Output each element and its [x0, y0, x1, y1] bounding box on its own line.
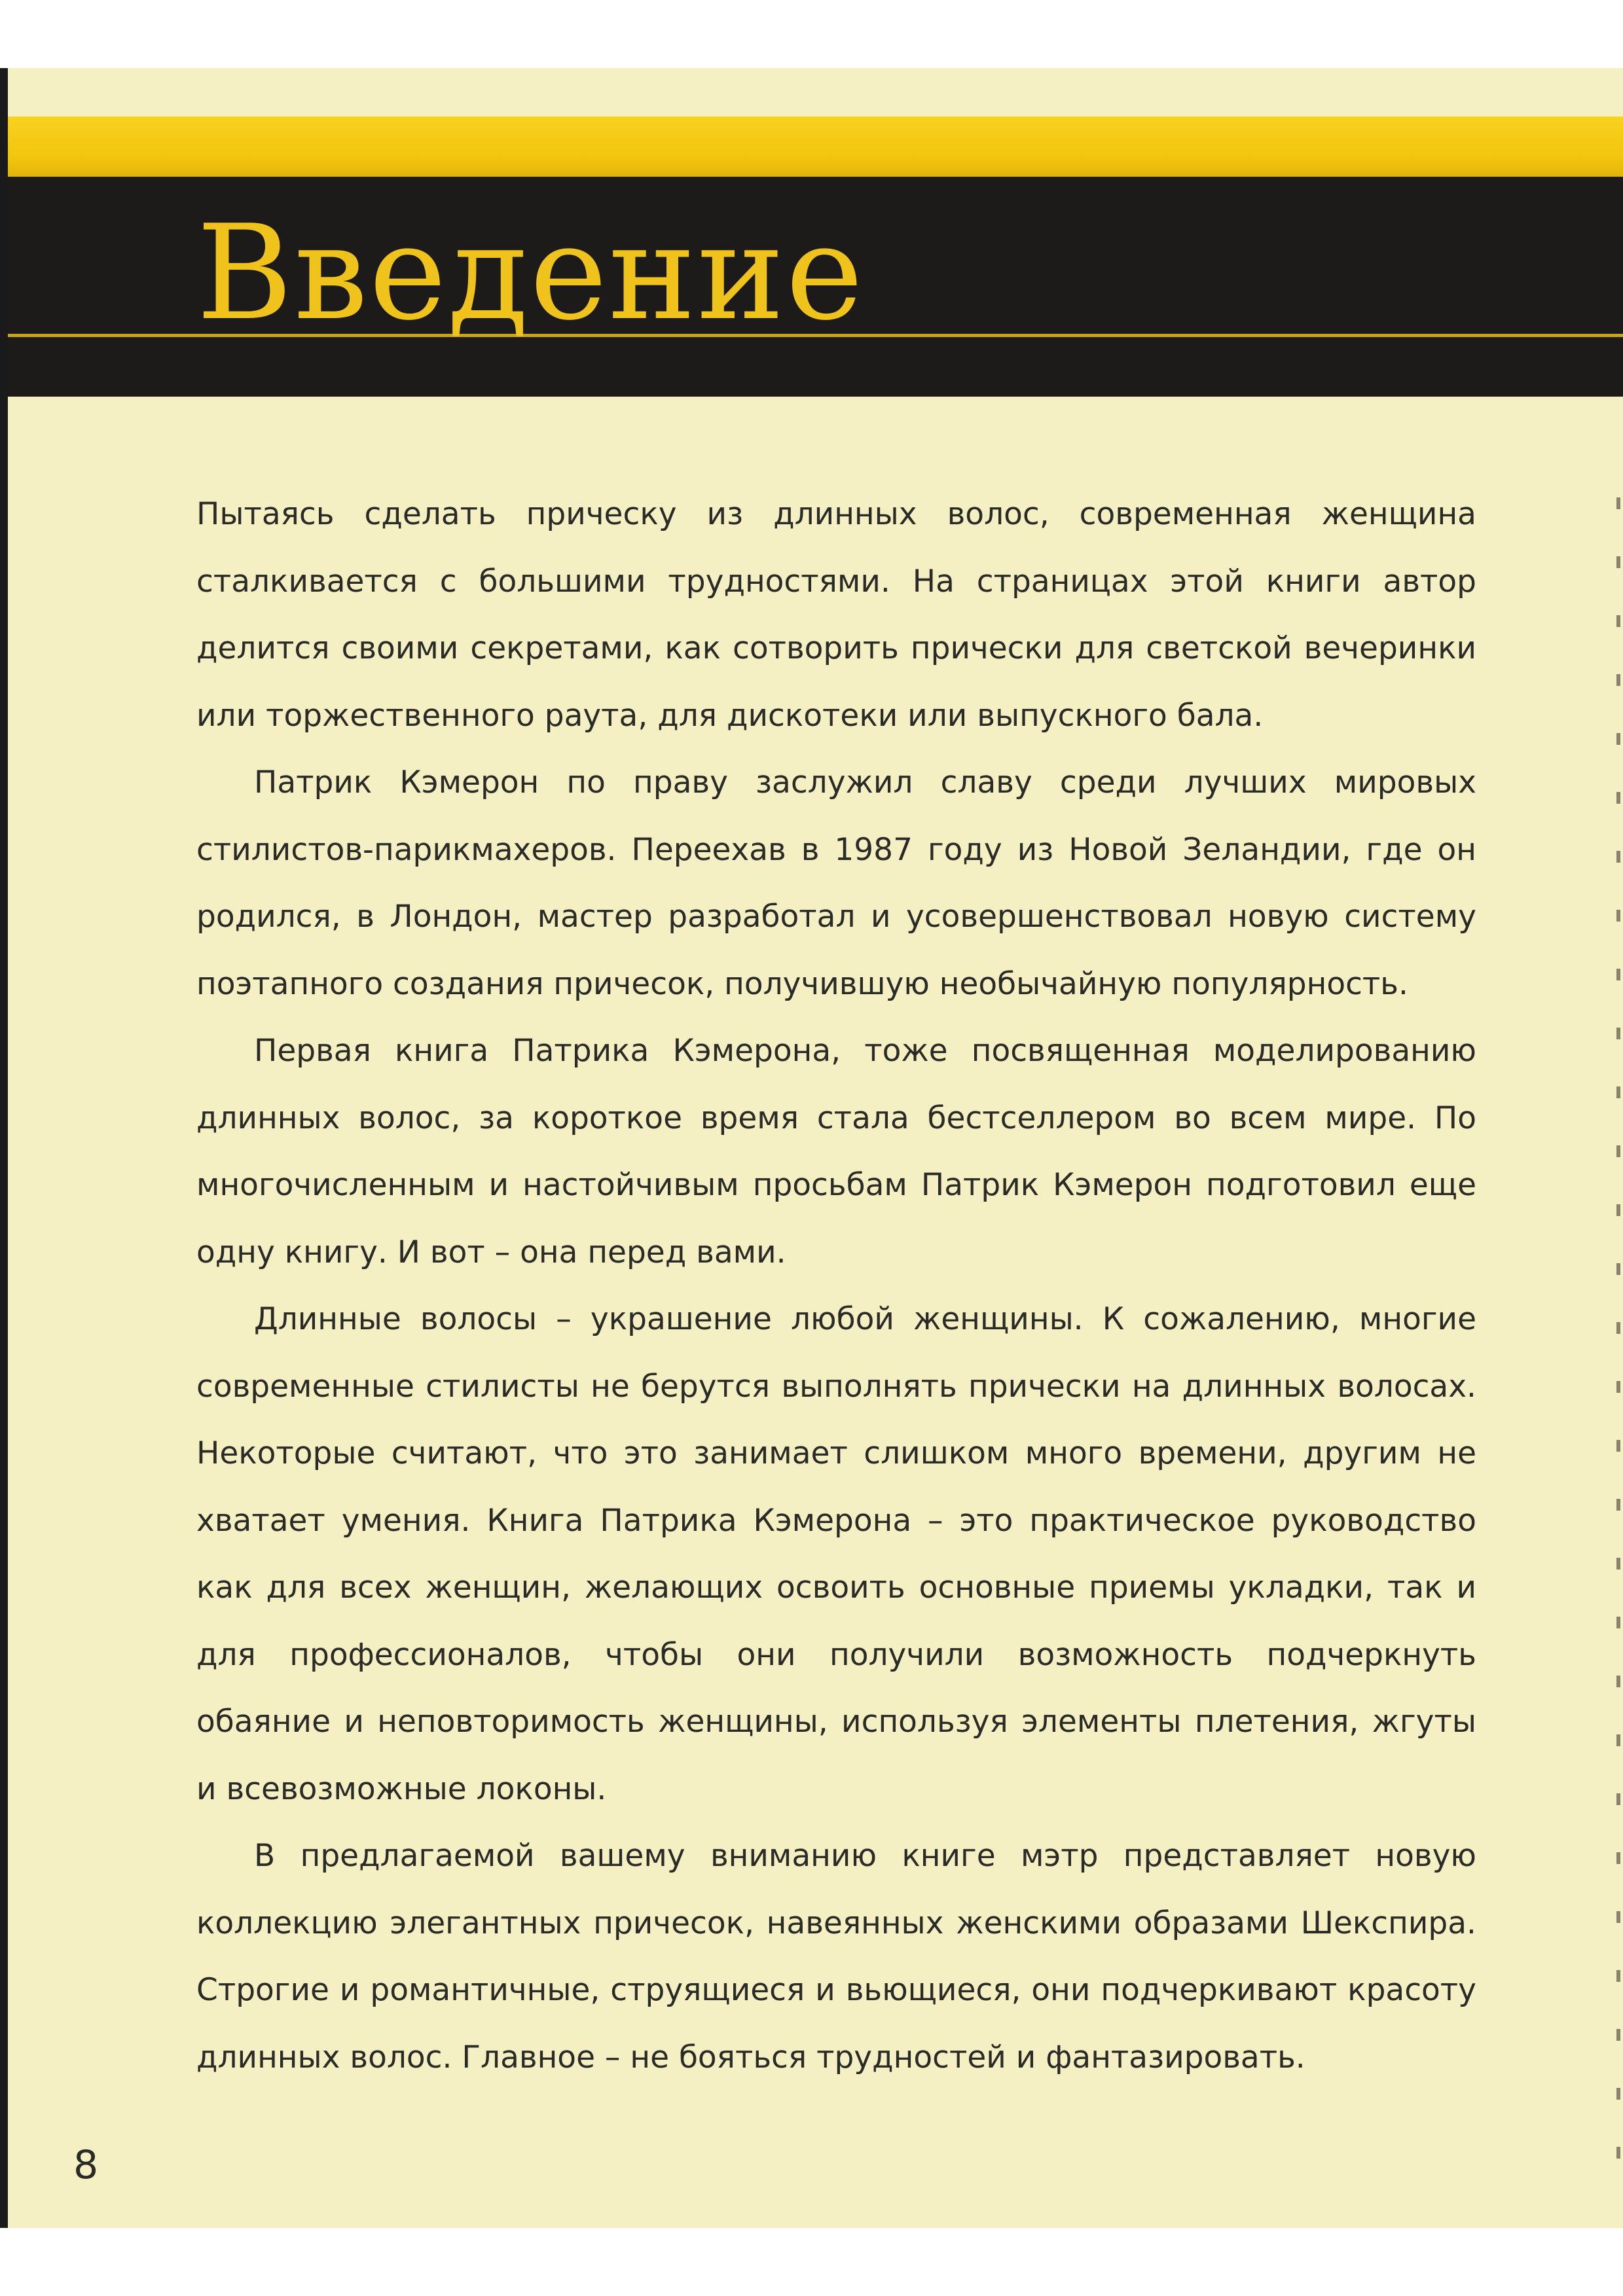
- page-number: 8: [73, 2142, 99, 2188]
- book-spine-edge: [0, 68, 8, 2228]
- paragraph: Патрик Кэмерон по праву заслужил славу среди лучших мировых стилистов-парикмахеров. Переехав в 1987 году из Новой Зеландии, где он родился, в Лондон, мастер разработал и усовершенствовал новую систему поэтапного создания причесок, получившую необычайную популярность.: [196, 764, 1476, 1002]
- paragraph: Первая книга Патрика Кэмерона, тоже посвященная моделированию длинных волос, за короткое время стала бестселлером во всем мире. По многочисленным и настойчивым просьбам Патрик Кэмерон подготовил еще одну книгу. И вот – она перед вами.: [196, 1033, 1476, 1270]
- paragraph: Пытаясь сделать прическу из длинных волос, современная женщина сталкивается с большими трудностями. На страницах этой книги автор делится своими секретами, как сотворить прически для светской вечеринки или торжественного раута, для дискотеки или выпускного бала.: [196, 496, 1476, 734]
- body-text: [196, 481, 1476, 2091]
- page-title: Введение: [196, 197, 865, 350]
- paragraph: Длинные волосы – украшение любой женщины. К сожалению, многие современные стилисты не берутся выполнять прически на длинных волосах. Некоторые считают, что это занимает слишком много времени, другим не хватает умения. Книга Патрика Кэмерона – это практическое руководство как для всех женщин, желающих освоить основные приемы укладки, так и для профессионалов, чтобы они получили возможность подчеркнуть обаяние и неповторимость женщины, используя элементы плетения, жгуты и всевозможные локоны.: [196, 1301, 1476, 1807]
- scan-edge-marks: [1616, 497, 1620, 2199]
- yellow-header-band: [8, 117, 1623, 177]
- paragraph: В предлагаемой вашему вниманию книге мэтр представляет новую коллекцию элегантных причесок, навеянных женскими образами Шекспира. Строгие и романтичные, струящиеся и вьющиеся, они подчеркивают красоту длинных волос. Главное – не бояться трудностей и фантазировать.: [196, 1838, 1476, 2075]
